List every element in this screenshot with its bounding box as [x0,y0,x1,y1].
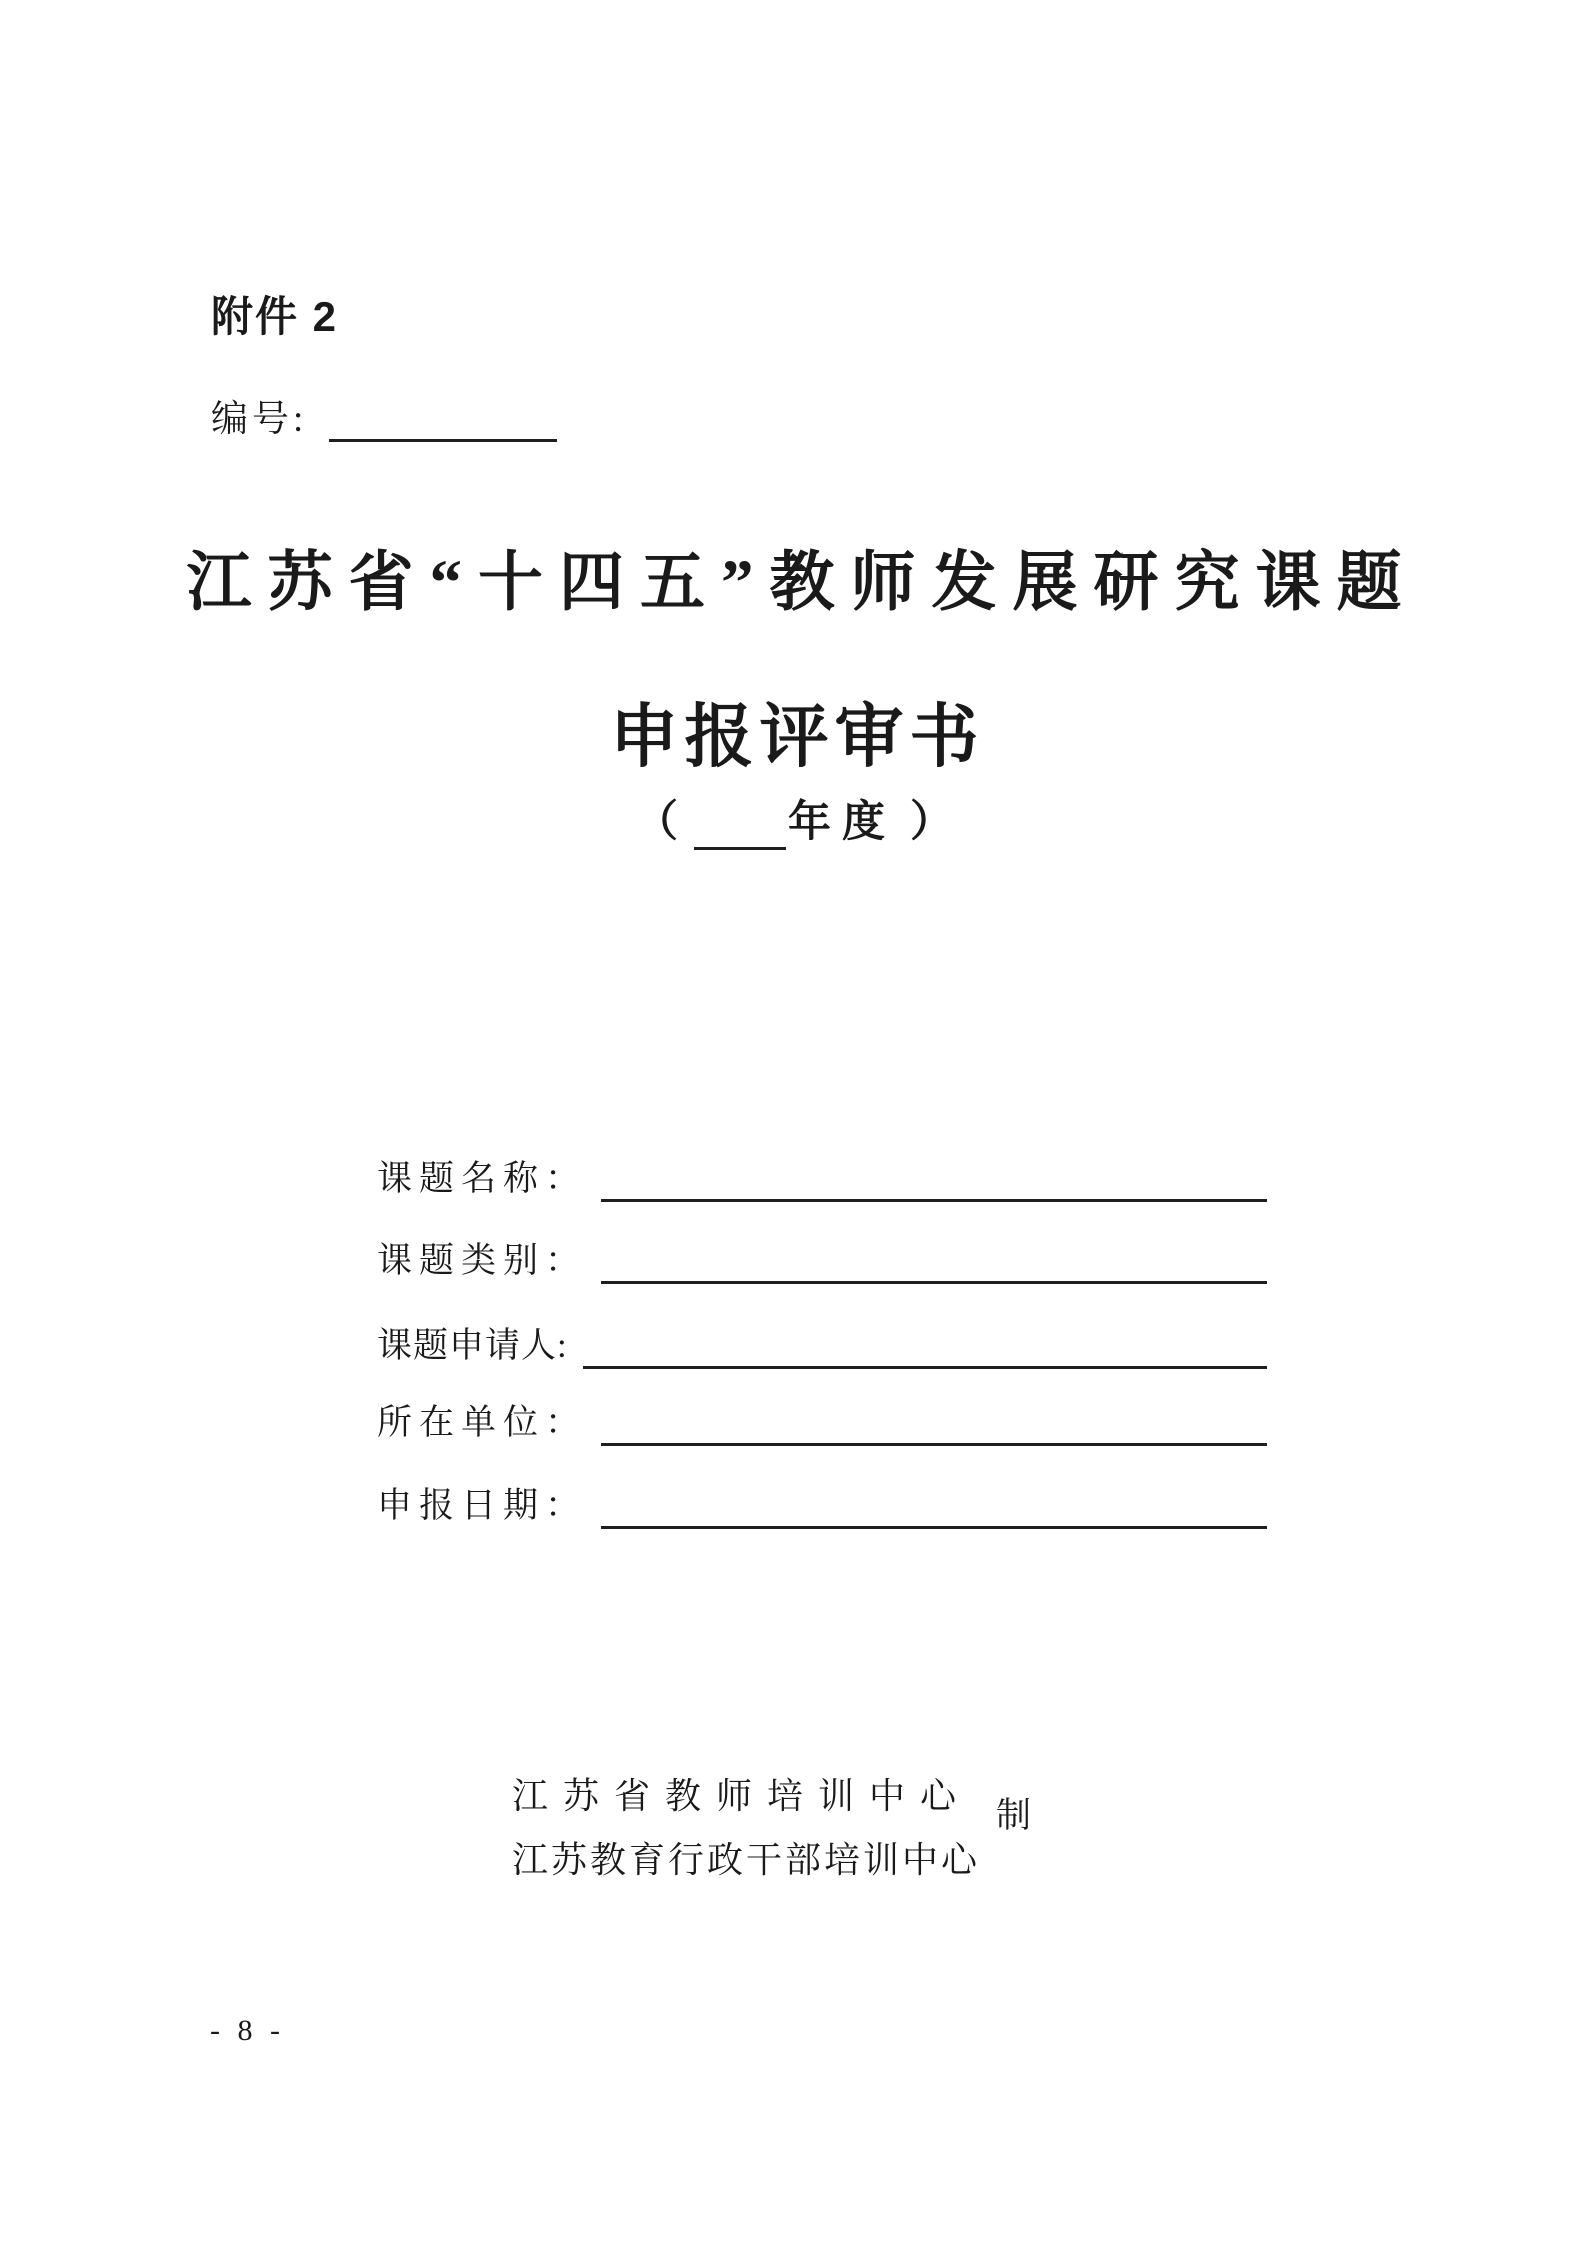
document-title: 江苏省“十四五”教师发展研究课题 [186,547,1418,619]
field-application-date-label: 申报日期： [377,1486,588,1525]
field-project-category-blank-line [601,1240,1267,1284]
field-application-date-blank-line [601,1485,1267,1529]
field-organization-blank-line [601,1402,1267,1446]
publisher-seal-label: 制 [996,1796,1032,1835]
year-blank-line [694,847,786,850]
field-project-name [377,1156,1267,1202]
field-applicant-blank-line [583,1325,1267,1369]
field-project-category-label: 课题类别： [377,1241,588,1280]
serial-number-blank-line [329,402,557,442]
attachment-label: 附件 2 [211,293,339,340]
serial-number-label: 编号: [211,399,308,440]
document-heading: 申报评审书 [609,699,985,775]
year-close-paren: ） [910,799,953,846]
year-row [0,799,1588,846]
page-number: - 8 - [210,2014,285,2047]
publisher-line2: 江苏教育行政干部培训中心 [512,1840,981,1880]
field-applicant-label: 课题申请人: [377,1326,568,1365]
field-applicant [377,1323,1267,1369]
field-project-name-label: 课题名称： [377,1159,588,1198]
field-application-date [377,1483,1267,1529]
publisher-line1: 江苏省教师培训中心 [512,1776,972,1816]
field-project-name-blank-line [601,1158,1267,1202]
field-project-category [377,1238,1267,1284]
serial-number-row [211,398,557,442]
field-organization-label: 所在单位： [377,1403,588,1442]
year-open-paren: （ [635,799,678,846]
field-organization [377,1400,1267,1446]
year-suffix-label: 年度 [788,799,896,846]
